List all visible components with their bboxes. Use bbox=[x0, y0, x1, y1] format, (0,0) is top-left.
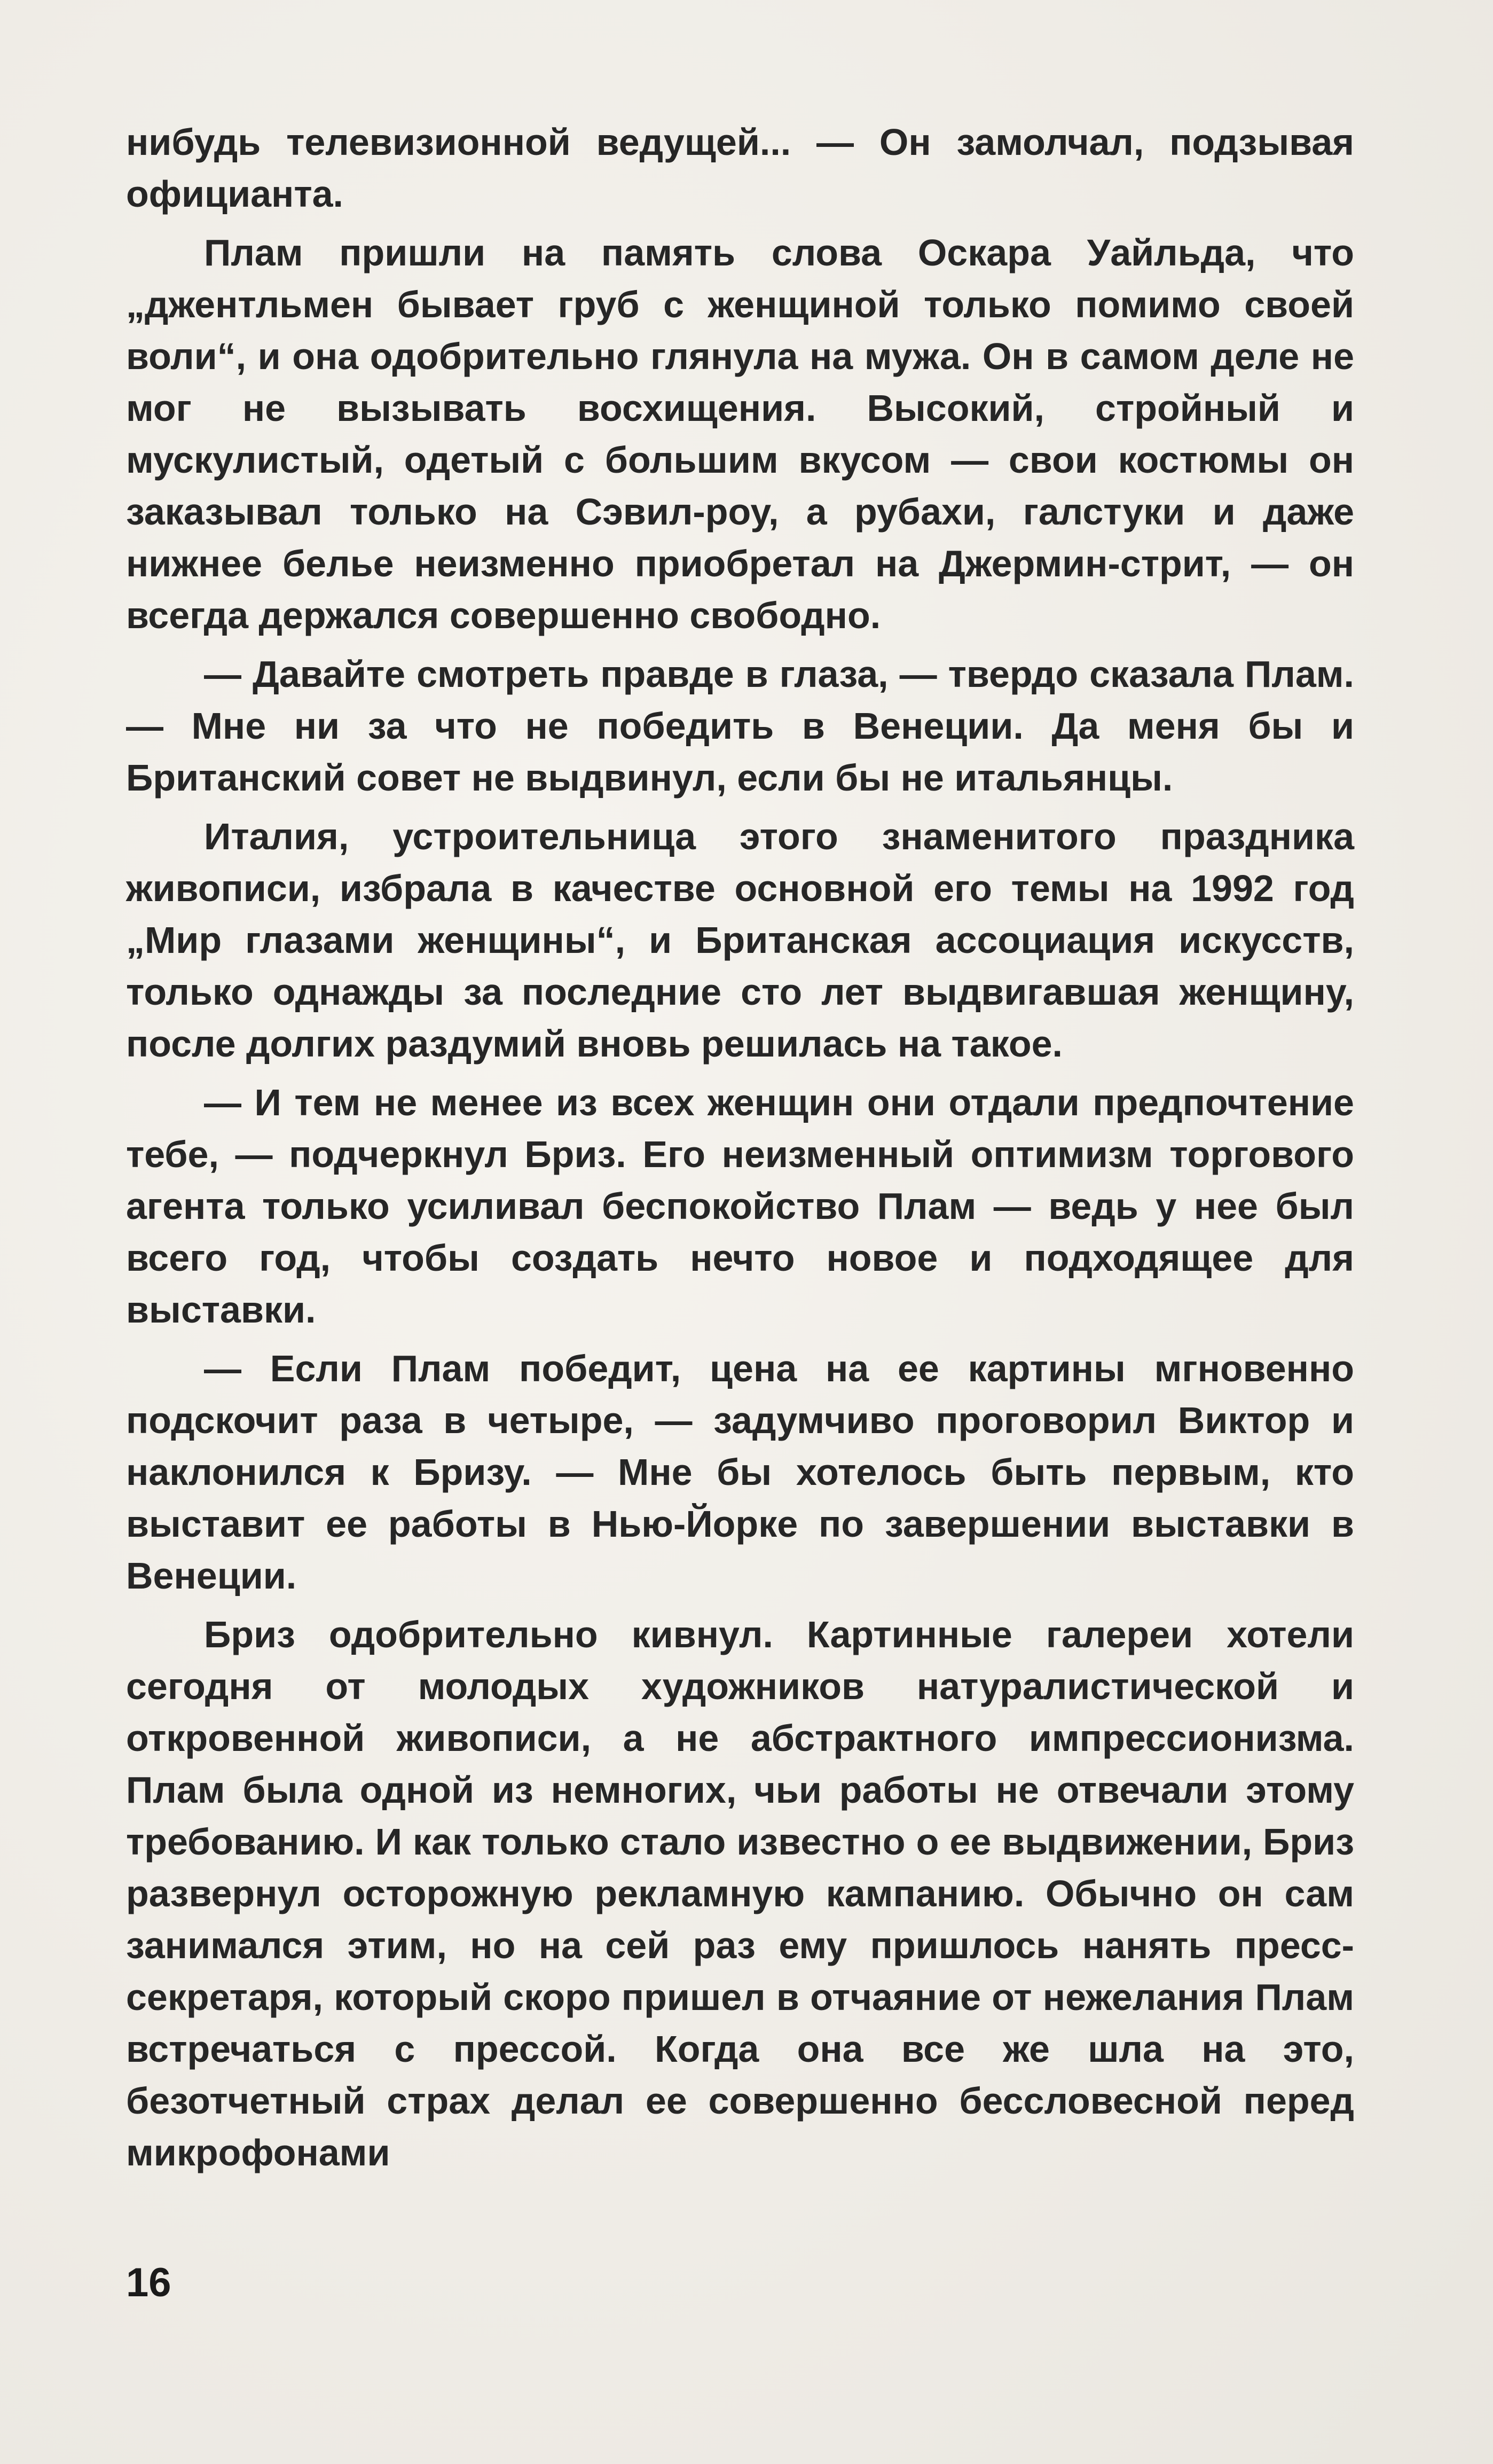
paragraph-3: — Давайте смотреть правде в глаза, — твердо сказала Плам. — Мне ни за что не победить в Венеции. Да меня бы и Британский совет не выдвинул, если бы не итальянцы. bbox=[126, 653, 1354, 799]
page-number: 16 bbox=[126, 2260, 171, 2305]
page-body-text bbox=[126, 116, 1354, 2186]
paragraph-2: Плам пришли на память слова Оскара Уайльда, что „джентльмен бывает груб с женщиной только помимо своей воли“, и она одобрительно глянула на мужа. Он в самом деле не мог не вызывать восхищения. Высокий, стройный и мускулистый, одетый с большим вкусом — свои костюмы он заказывал только на Сэвил-роу, а рубахи, галстуки и даже нижнее белье неизменно приобретал на Джермин-стрит, — он всегда держался совершенно свободно. bbox=[126, 232, 1354, 636]
paragraph-5: — И тем не менее из всех женщин они отдали предпочтение тебе, — подчеркнул Бриз. Его неизменный оптимизм торгового агента только усиливал беспокойство Плам — ведь у нее был всего год, чтобы создать нечто новое и подходящее для выставки. bbox=[126, 1082, 1354, 1331]
paragraph-1: нибудь телевизионной ведущей... — Он замолчал, подзывая официанта. bbox=[126, 121, 1354, 215]
paragraph-7: Бриз одобрительно кивнул. Картинные галереи хотели сегодня от молодых художников натуралистической и откровенной живописи, а не абстрактного импрессионизма. Плам была одной из немногих, чьи работы не отвечали этому требованию. И как только стало известно о ее выдвижении, Бриз развернул осторожную рекламную кампанию. Обычно он сам занимался этим, но на сей раз ему пришлось нанять пресс-секретаря, который скоро пришел в отчаяние от нежелания Плам встречаться с прессой. Когда она все же шла на это, безотчетный страх делал ее совершенно бессловесной перед микрофонами bbox=[126, 1614, 1354, 2173]
paragraph-4: Италия, устроительница этого знаменитого праздника живописи, избрала в качестве основной его темы на 1992 год „Мир глазами женщины“, и Британская ассоциация искусств, только однажды за последние сто лет выдвигавшая женщину, после долгих раздумий вновь решилась на такое. bbox=[126, 816, 1354, 1065]
paragraph-6: — Если Плам победит, цена на ее картины мгновенно подскочит раза в четыре, — задумчиво проговорил Виктор и наклонился к Бризу. — Мне бы хотелось быть первым, кто выставит ее работы в Нью-Йорке по завершении выставки в Венеции. bbox=[126, 1348, 1354, 1597]
